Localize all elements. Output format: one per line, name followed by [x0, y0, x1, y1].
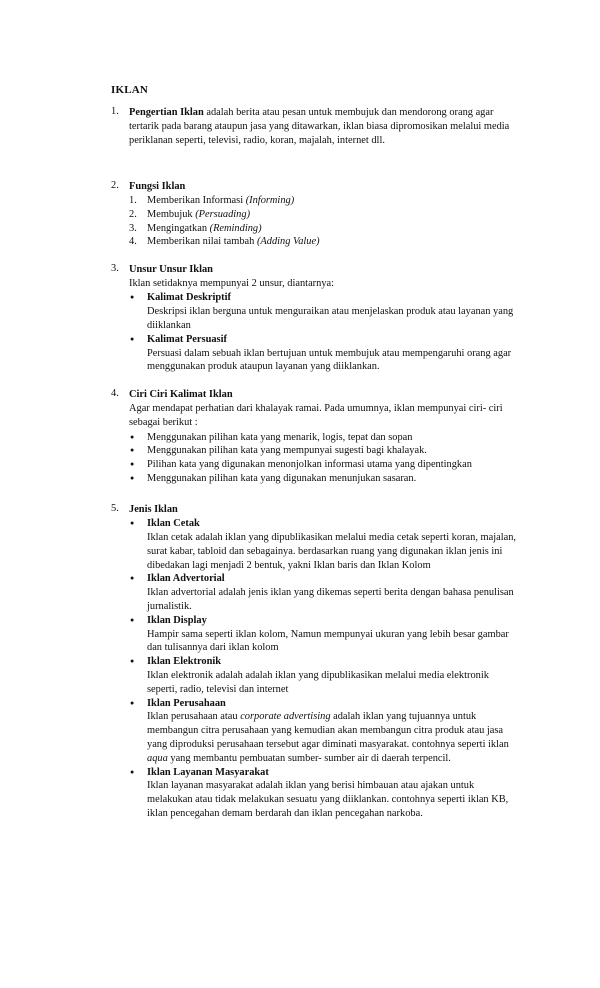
list-item: ● Iklan Display Hampir sama seperti iklan kolom, Namun mempunyai ukuran yang lebih besar gambar dan tulisannya dari iklan kolom — [129, 614, 521, 655]
unsur-list — [129, 291, 521, 374]
list-item: ● Menggunakan pilihan kata yang digunakan menunjukan sasaran. — [129, 472, 521, 486]
section-number: 5. — [111, 503, 119, 514]
jenis-list — [129, 517, 521, 821]
list-item: ● Menggunakan pilihan kata yang menarik, logis, tepat dan sopan — [129, 431, 521, 445]
ciri-heading: Ciri Ciri Kalimat Iklan — [129, 389, 233, 400]
list-item: 3. Mengingatkan (Reminding) — [129, 222, 262, 234]
section-ciri — [111, 388, 521, 486]
unsur-heading: Unsur Unsur Iklan — [129, 264, 213, 275]
document-title: IKLAN — [111, 84, 149, 96]
list-item: ● Menggunakan pilihan kata yang mempunyai sugesti bagi khalayak. — [129, 444, 521, 458]
list-item: ● Iklan Perusahaan Iklan perusahaan atau corporate advertising adalah iklan yang tujuannya untuk membangun citra perusahaan yang kemudian akan membangun citra produk atau jasa yang diproduksi perusahaan tersebut agar diminati masyarakat. contohnya seperti iklan aqua yang membantu pembuatan sumber- sumber air di daerah terpencil. — [129, 697, 521, 766]
fungsi-list — [129, 194, 521, 249]
list-item: ● Kalimat Deskriptif Deskripsi iklan berguna untuk menguraikan atau menjelaskan produk atau layanan yang diiklankan — [129, 291, 521, 332]
ciri-intro: Agar mendapat perhatian dari khalayak ramai. Pada umumnya, iklan mempunyai ciri- ciri sebagai berikut : — [129, 403, 503, 429]
ciri-list — [129, 431, 521, 486]
section-fungsi — [111, 180, 521, 249]
list-item: ● Iklan Advertorial Iklan advertorial adalah jenis iklan yang dikemas seperti berita dengan bahasa penulisan jurnalistik. — [129, 572, 521, 613]
section-jenis — [111, 503, 521, 821]
section-number: 3. — [111, 263, 119, 274]
fungsi-heading: Fungsi Iklan — [129, 181, 186, 192]
pengertian-text: adalah berita atau pesan untuk membujuk dan mendorong orang agar tertarik pada barang ataupun jasa yang ditawarkan, iklan biasa dipromosikan melalui media periklanan seperti, televisi, radio, koran, majalah, internet dll. — [129, 107, 510, 147]
section-number: 2. — [111, 180, 119, 191]
list-item: 1. Memberikan Informasi (Informing) — [129, 195, 295, 207]
pengertian-term: Pengertian Iklan — [129, 107, 204, 118]
section-number: 1. — [111, 106, 119, 117]
pengertian-paragraph — [129, 106, 521, 149]
section-unsur — [111, 263, 521, 374]
list-item: ● Iklan Elektronik Iklan elektronik adalah adalah iklan yang dipublikasikan melalui media elektronik seperti, radio, televisi dan internet — [129, 655, 521, 696]
list-item: ● Iklan Layanan Masyarakat Iklan layanan masyarakat adalah iklan yang berisi himbauan atau ajakan untuk melakukan atau tidak melakukan sesuatu yang diiklankan. contohnya seperti iklan KB, iklan pencegahan demam berdarah dan iklan pencegahan narkoba. — [129, 766, 521, 821]
unsur-intro: Iklan setidaknya mempunyai 2 unsur, diantarnya: — [129, 278, 335, 290]
list-item: ● Iklan Cetak Iklan cetak adalah iklan yang dipublikasikan melalui media cetak seperti koran, majalan, surat kabar, tabloid dan sebagainya. berdasarkan ruang yang digunakan iklan jenis ini dibedakan lagi menjadi 2 bentuk, yakni Iklan baris dan Iklan Kolom — [129, 517, 521, 572]
list-item: ● Pilihan kata yang digunakan menonjolkan informasi utama yang dipentingkan — [129, 458, 521, 472]
list-item: 2. Membujuk (Persuading) — [129, 208, 251, 220]
list-item: ● Kalimat Persuasif Persuasi dalam sebuah iklan bertujuan untuk membujuk atau mempengaruhi orang agar menggunakan produk ataupun layanan yang diiklankan. — [129, 333, 521, 374]
section-pengertian — [111, 106, 521, 149]
jenis-heading: Jenis Iklan — [129, 504, 178, 515]
list-item: 4. Memberikan nilai tambah (Adding Value) — [129, 236, 320, 248]
section-number: 4. — [111, 388, 119, 399]
